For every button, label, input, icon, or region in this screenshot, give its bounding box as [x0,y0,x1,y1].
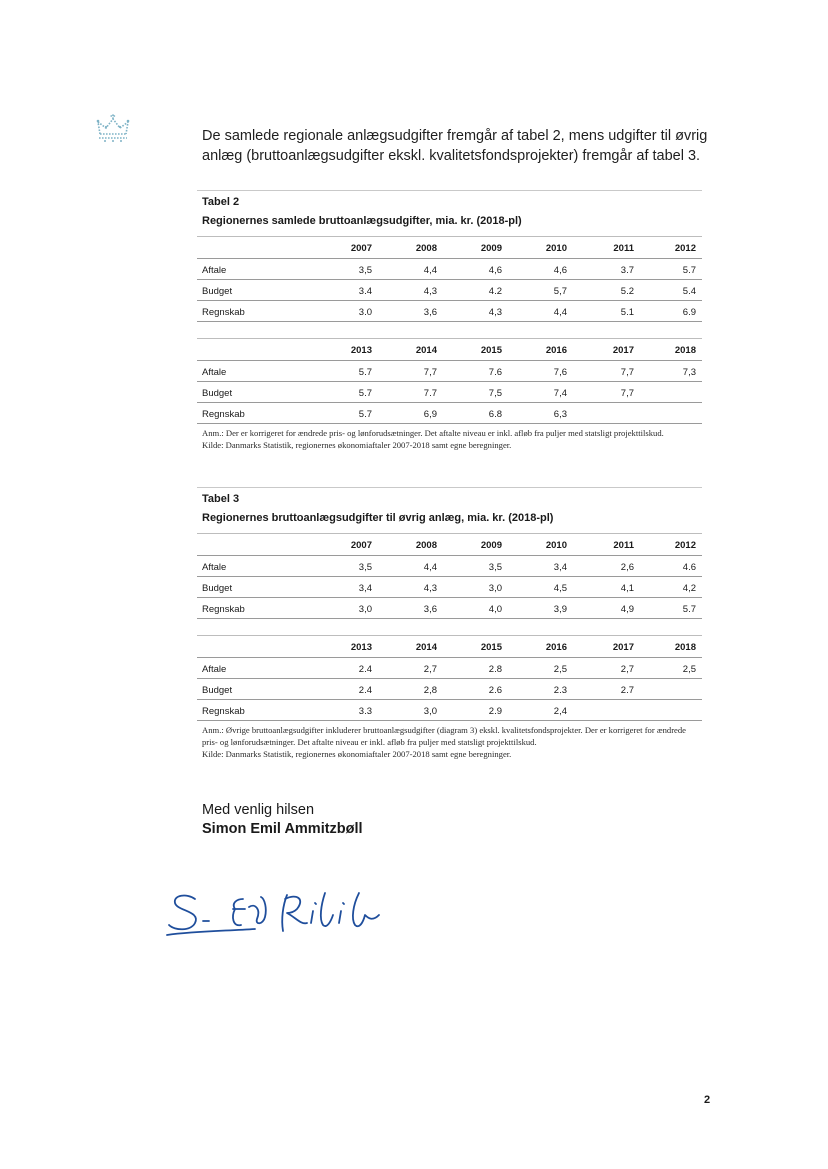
table-cell: 7.6 [488,367,502,378]
row-label: Regnskab [202,409,245,420]
table-cell: 4,4 [423,265,437,276]
row-label: Aftale [202,664,227,675]
table-cell: 7,5 [488,388,502,399]
year-header: 2014 [415,345,437,356]
row-label: Regnskab [202,307,245,318]
intro-paragraph: De samlede regionale anlægsudgifter fremgår af tabel 2, mens udgifter til øvrig anlæg (bruttoanlægsudgifter ekskl. kvalitetsfondsprojekter) fremgår af tabel 3. [202,128,708,164]
year-header-row [197,236,702,259]
table-cell: 2,7 [620,664,634,675]
row-label: Regnskab [202,706,245,717]
table-block-2007-2012 [197,533,702,619]
table-cell: 7,3 [682,367,696,378]
table-2 [197,190,702,451]
table-cell: 3,6 [423,307,437,318]
table-cell: 2,5 [682,664,696,675]
row-label: Budget [202,685,233,696]
table-cell: 6.8 [488,409,502,420]
table-cell: 4,4 [423,562,437,573]
table-row [197,598,702,619]
row-label: Budget [202,286,233,297]
table-cell: 4.6 [682,562,696,573]
table-cell: 5.7 [682,604,696,615]
year-header: 2012 [674,243,696,254]
table-cell: 3.4 [358,286,372,297]
year-header: 2014 [415,642,437,653]
table-cell: 4.2 [488,286,502,297]
table-row [197,700,702,721]
table-label: Tabel 3 [202,493,240,505]
table-title: Regionernes samlede bruttoanlægsudgifter, mia. kr. (2018-pl) [202,215,522,227]
year-header: 2008 [415,540,437,551]
table-source: Kilde: Danmarks Statistik, regionernes økonomiaftaler 2007-2018 samt egne beregninger. [202,440,512,450]
table-block-2007-2012 [197,236,702,322]
table-cell: 2.3 [553,685,567,696]
table-cell: 4,6 [553,265,567,276]
signatory-name: Simon Emil Ammitzbøll [202,821,363,837]
table-cell: 7,7 [620,388,634,399]
row-label: Aftale [202,265,227,276]
year-header-row [197,338,702,361]
table-cell: 3.7 [620,265,634,276]
table-row [197,556,702,577]
table-source: Kilde: Danmarks Statistik, regionernes økonomiaftaler 2007-2018 samt egne beregninger. [202,749,512,759]
table-row [197,259,702,280]
page-number: 2 [704,1094,711,1106]
year-header: 2017 [612,642,634,653]
table-cell: 7,7 [423,367,437,378]
table-row [197,577,702,598]
table-cell: 4,3 [423,286,437,297]
table-cell: 4,3 [423,583,437,594]
row-label: Budget [202,583,233,594]
table-row [197,658,702,679]
table-cell: 2,6 [620,562,634,573]
row-label: Budget [202,388,233,399]
year-header: 2018 [674,345,696,356]
table-cell: 7,6 [553,367,567,378]
table-cell: 3,0 [358,604,372,615]
table-cell: 3,5 [358,562,372,573]
table-cell: 2.4 [358,685,372,696]
closing-block [202,801,363,839]
year-header: 2009 [480,243,502,254]
table-cell: 3,0 [423,706,437,717]
year-header: 2010 [545,243,567,254]
table-title: Regionernes bruttoanlægsudgifter til øvrig anlæg, mia. kr. (2018-pl) [202,512,554,524]
row-label: Regnskab [202,604,245,615]
table-cell: 5.7 [358,367,372,378]
table-block-2013-2018 [197,338,702,424]
table-row [197,361,702,382]
year-header-row [197,533,702,556]
year-header: 2007 [350,243,372,254]
table-cell: 2.6 [488,685,502,696]
table-notes [197,427,702,451]
table-cell: 2.8 [488,664,502,675]
year-header: 2015 [480,642,502,653]
table-cell: 4,4 [553,307,567,318]
table-cell: 4,2 [682,583,696,594]
year-header: 2018 [674,642,696,653]
table-cell: 5,7 [553,286,567,297]
table-cell: 5.7 [358,388,372,399]
table-row [197,382,702,403]
closing-greeting: Med venlig hilsen [202,802,315,818]
table-cell: 7,4 [553,388,567,399]
table-block-2013-2018 [197,635,702,721]
table-cell: 2.7 [620,685,634,696]
table-cell: 5.4 [682,286,696,297]
crown-icon [95,112,131,144]
year-header: 2012 [674,540,696,551]
table-cell: 3,5 [358,265,372,276]
table-label: Tabel 2 [202,196,240,208]
table-cell: 2,4 [553,706,567,717]
table-cell: 3.0 [358,307,372,318]
table-cell: 5.7 [358,409,372,420]
year-header: 2007 [350,540,372,551]
year-header: 2013 [350,345,372,356]
table-cell: 4,1 [620,583,634,594]
table-cell: 4,0 [488,604,502,615]
year-header: 2017 [612,345,634,356]
year-header: 2016 [545,345,567,356]
table-note: Anm.: Der er korrigeret for ændrede pris- og lønforudsætninger. Det aftalte niveau er inkl. afløb fra puljer med statsligt projekttilskud. [202,428,664,438]
table-cell: 2.4 [358,664,372,675]
table-cell: 2,7 [423,664,437,675]
year-header: 2013 [350,642,372,653]
table-cell: 5.1 [620,307,634,318]
table-cell: 3,4 [553,562,567,573]
table-cell: 6,9 [423,409,437,420]
year-header: 2011 [613,243,634,254]
table-cell: 3,6 [423,604,437,615]
table-cell: 4,9 [620,604,634,615]
table-note: Anm.: Øvrige bruttoanlægsudgifter inkluderer bruttoanlægsudgifter (diagram 3) ekskl. kvalitetsfondsprojekter. Der er korrigeret for ændrede pris- og lønforudsætninger. Det aftalte niveau er inkl. afløb fra puljer med statsligt projekttilskud. [202,725,686,747]
year-header-row [197,635,702,658]
table-notes [197,724,702,760]
table-cell: 4,3 [488,307,502,318]
table-3 [197,487,702,760]
table-cell: 6,3 [553,409,567,420]
year-header: 2015 [480,345,502,356]
table-cell: 5.7 [682,265,696,276]
table-cell: 7.7 [423,388,437,399]
table-cell: 2.9 [488,706,502,717]
table-cell: 2,8 [423,685,437,696]
row-label: Aftale [202,562,227,573]
table-cell: 3,0 [488,583,502,594]
handwritten-signature [165,885,395,945]
table-cell: 3.3 [358,706,372,717]
table-row [197,301,702,322]
row-label: Aftale [202,367,227,378]
table-cell: 3,9 [553,604,567,615]
table-cell: 3,5 [488,562,502,573]
table-cell: 7,7 [620,367,634,378]
year-header: 2010 [545,540,567,551]
table-cell: 6.9 [682,307,696,318]
year-header: 2009 [480,540,502,551]
year-header: 2008 [415,243,437,254]
table-row [197,403,702,424]
table-cell: 4,5 [553,583,567,594]
year-header: 2016 [545,642,567,653]
table-cell: 5.2 [620,286,634,297]
table-cell: 4,6 [488,265,502,276]
table-row [197,679,702,700]
year-header: 2011 [613,540,634,551]
table-row [197,280,702,301]
table-cell: 3,4 [358,583,372,594]
table-cell: 2,5 [553,664,567,675]
